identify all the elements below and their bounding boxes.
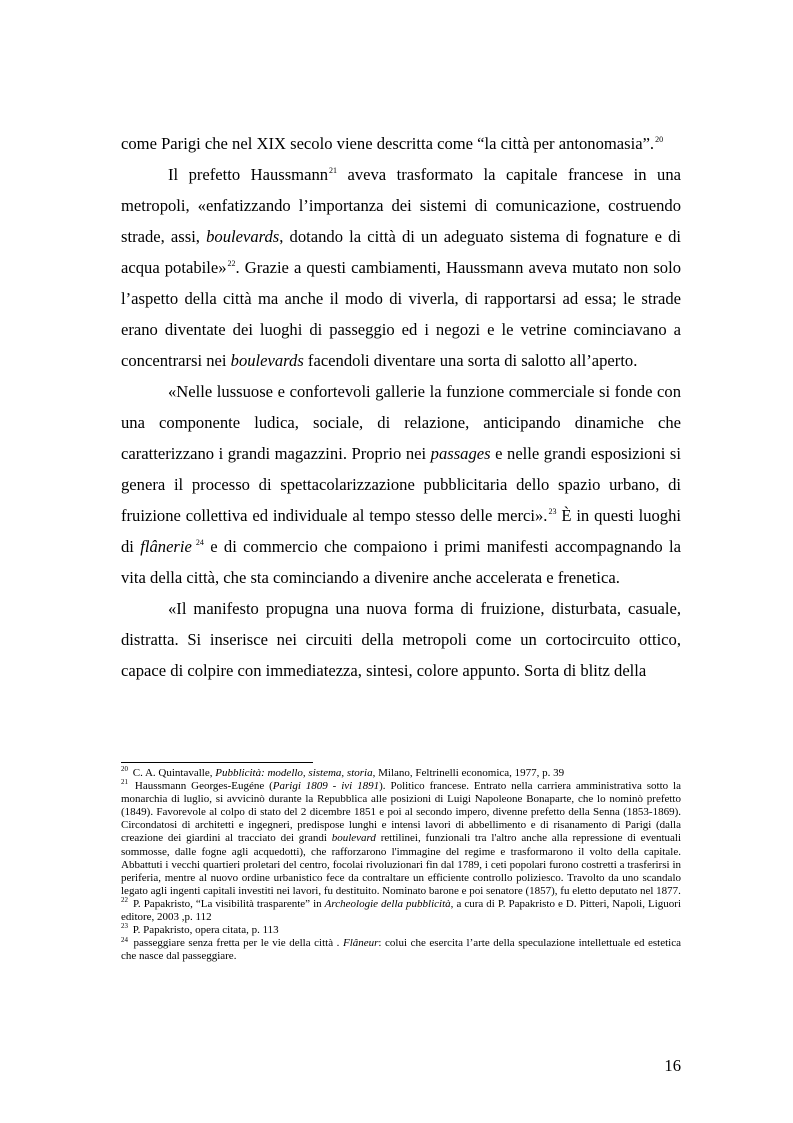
footnote-24: [121, 937, 681, 963]
paragraph-text: «Nelle lussuose e confortevoli gallerie la funzione commerciale si fonde con una componente ludica, sociale, di relazione, anticipando dinamiche che caratterizzano i grandi magazzini. Proprio nei: [121, 382, 681, 463]
paragraph-text: come Parigi che nel XIX secolo viene descritta come “la città per antonomasia”.: [121, 134, 655, 153]
paragraph-text: «Il manifesto propugna una nuova forma di fruizione, disturbata, casuale, distratta. Si inserisce nei circuiti della metropoli come un cortocircuito ottico, capace di colpire con immediatezza, sintesi, colore appunto. Sorta di blitz della: [121, 599, 681, 680]
footnote-text: : colui che esercita l’arte della speculazione intellettuale ed estetica che nasce dal passeggiare.: [121, 937, 681, 963]
page-number: 16: [664, 1056, 681, 1075]
footnote-text: P. Papakristo, “La visibilità trasparente” in: [130, 897, 325, 910]
footnote-number: 21: [121, 778, 128, 787]
italic-term: boulevards: [206, 227, 280, 246]
footnote-number: 23: [121, 922, 128, 931]
footnote-text: passeggiare senza fretta per le vie della città .: [130, 937, 343, 950]
paragraph-text: Il prefetto Haussmann: [168, 165, 329, 184]
italic-term: flânerie: [140, 537, 192, 556]
footnotes: [121, 767, 681, 963]
paragraph-4: [121, 593, 681, 686]
footnote-text: C. A. Quintavalle,: [130, 767, 216, 779]
body-text: [121, 128, 681, 686]
footnote-ref-20[interactable]: 20: [655, 135, 664, 145]
footnote-number: 24: [121, 935, 128, 944]
paragraph-text: , dotando la città di un adeguato sistema di fognature e di acqua potabile»: [121, 227, 681, 277]
footnote-22: [121, 898, 681, 924]
footnote-italic: Flâneur: [342, 937, 379, 950]
footnote-italic: Pubblicità: modello, sistema, storia: [215, 767, 373, 779]
footnote-20: [121, 767, 681, 780]
paragraph-2: [121, 159, 681, 376]
paragraph-text: aveva trasformato la capitale francese in una metropoli, «enfatizzando l’importanza dei sistemi di comunicazione, costruendo strade, assi,: [121, 165, 681, 246]
italic-term: boulevards: [230, 351, 304, 370]
footnote-23: [121, 924, 681, 937]
footnote-italic: Parigi 1809 - ivi 1891: [272, 780, 380, 793]
footnote-ref-21[interactable]: 21: [329, 166, 338, 176]
paragraph-text: . Grazie a questi cambiamenti, Haussmann aveva mutato non solo l’aspetto della città ma anche il modo di viverla, di rapportarsi ad essa; le strade erano diventate dei luoghi di passeggio ed i negozi e le vetrine cominciavano a concentrarsi nei: [121, 258, 681, 370]
footnote-number: 22: [121, 896, 128, 905]
footnote-text: P. Papakristo, opera citata, p. 113: [130, 924, 279, 937]
footnote-separator: [121, 762, 313, 763]
footnote-text: rettilinei, funzionali tra l'altro anche alla repressione di eventuali sommosse, dalle fogne agli acquedotti), che rafforzarono l'immagine del regime e trasformarono il volto della capitale. Abbattuti i vecchi quartieri proletari del centro, focolai rivoluzionari fin dal 1789, i ceti popolari furono costretti a trasferirsi in periferia, mentre al nuovo ordine urbanistico fece da contraltare un efficiente controllo poliziesco. Travolto da uno scandalo legato agli ingenti capitali investiti nei lavori, fu destituito. Nominato barone e poi senatore (1857), fu eletto deputato nel 1877.: [121, 832, 681, 897]
paragraph-text: È in questi luoghi di: [121, 506, 682, 556]
footnote-italic: boulevard: [331, 832, 376, 845]
footnote-text: a cura di P. Papakristo e D. Pitteri, Napoli, Liguori editore, 2003 ,p. 112: [121, 897, 681, 924]
footnote-number: 20: [121, 765, 128, 774]
footnote-ref-22[interactable]: 22: [227, 259, 236, 269]
footnote-ref-23[interactable]: 23: [548, 507, 557, 517]
footnote-21: [121, 780, 681, 898]
paragraph-text: facendoli diventare una sorta di salotto all’aperto.: [303, 351, 638, 370]
paragraph-1: [121, 128, 681, 159]
footnote-ref-24[interactable]: 24: [195, 538, 204, 548]
footnote-text: Haussmann Georges-Eugéne (: [130, 780, 273, 793]
footnote-text: , Milano, Feltrinelli economica, 1977, p. 39: [372, 767, 565, 779]
paragraph-text: e di commercio che compaiono i primi manifesti accompagnando la vita della città, che sta cominciando a divenire anche accelerata e frenetica.: [121, 537, 681, 587]
italic-term: passages: [430, 444, 491, 463]
paragraph-3: [121, 376, 681, 593]
footnote-text: ). Politico francese. Entrato nella carriera amministrativa sotto la monarchia di luglio, si avvicinò durante la Repubblica alle posizioni di Luigi Napoleone Bonaparte, che lo nominò prefetto (1849). Favorevole al colpo di stato del 2 dicembre 1851 e poi al secondo impero, divenne prefetto della Senna (1853-1869). Circondatosi di architetti e ingegneri, predispose lunghi e intensi lavori di abbellimento e di risanamento di Parigi (dalla creazione dei giardini al tracciato dei grandi: [121, 780, 681, 845]
footnote-italic: Archeologie della pubblicità,: [324, 897, 454, 910]
paragraph-text: e nelle grandi esposizioni si genera il processo di spettacolarizzazione pubblicitaria dello spazio urbano, di fruizione collettiva ed individuale al tempo stesso delle merci».: [121, 444, 681, 525]
